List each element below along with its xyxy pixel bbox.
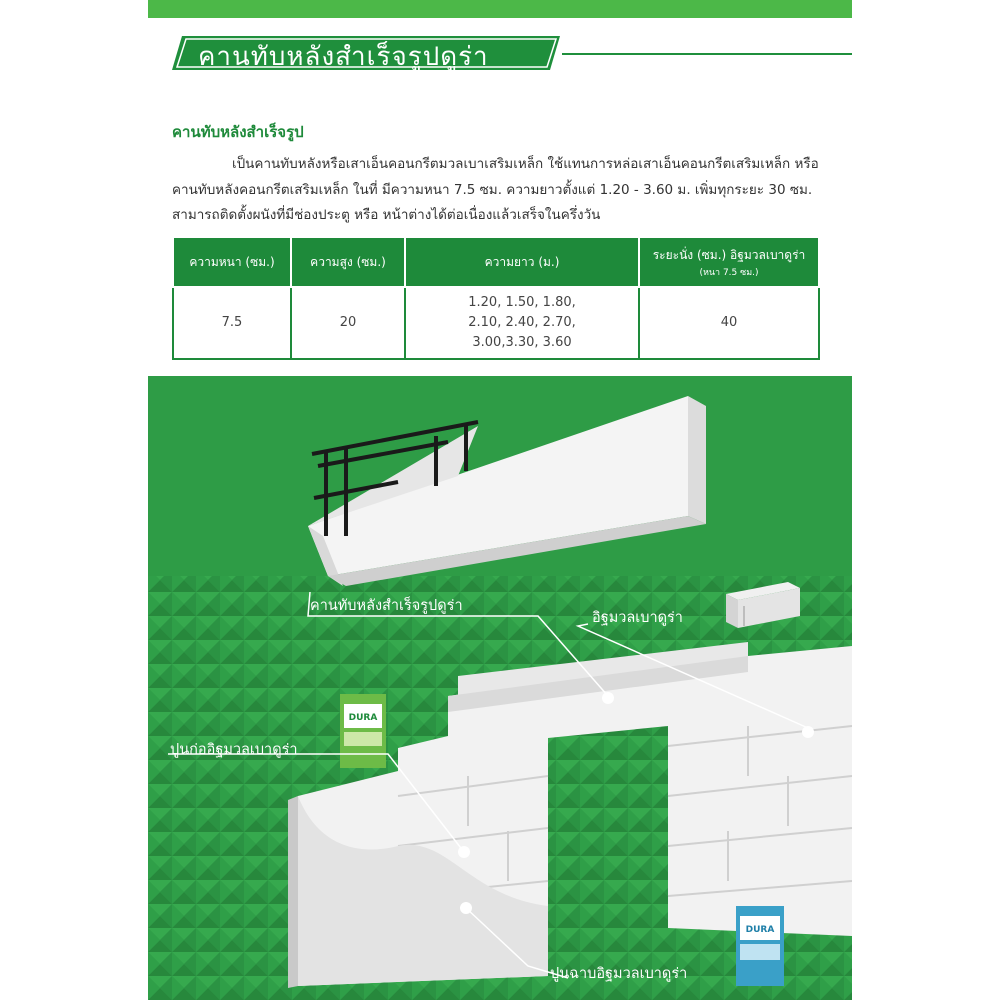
table-header-row	[173, 237, 819, 287]
top-bar	[148, 0, 852, 18]
cell-length-line-1: 1.20, 1.50, 1.80,	[468, 295, 576, 310]
header-bearing	[639, 237, 819, 287]
cell-length	[405, 287, 639, 359]
wall-illustration	[148, 376, 852, 1000]
bag-brand-text-1: DURA	[348, 713, 378, 723]
mortar-bag	[340, 694, 386, 768]
plaster-bag	[736, 906, 784, 986]
lintel-illustration	[308, 396, 706, 586]
section-heading: คานทับหลังสำเร็จรูป	[172, 123, 304, 141]
header-bearing-note: (หนา 7.5 ซม.)	[699, 267, 759, 278]
description-line-3: สามารถติดตั้งผนังที่มีช่องประตู หรือ หน้าต่างได้ต่อเนื่องแล้วเสร็จในครึ่งวัน	[172, 207, 601, 223]
description-line-1: เป็นคานทับหลังหรือเสาเอ็นคอนกรีตมวลเบาเสริมเหล็ก ใช้แทนการหล่อเสาเอ็นคอนกรีตเสริมเหล็ก หรือ	[232, 156, 819, 172]
spec-table	[172, 236, 820, 360]
label-plaster: ปูนฉาบอิฐมวลเบาดูร่า	[550, 966, 688, 982]
title-rule	[562, 53, 852, 55]
page	[148, 0, 852, 1000]
cell-length-line-2: 2.10, 2.40, 2.70,	[468, 315, 576, 330]
cell-height: 20	[291, 287, 405, 359]
header-height: ความสูง (ซม.)	[291, 237, 405, 287]
label-mortar: ปูนก่ออิฐมวลเบาดูร่า	[170, 742, 298, 758]
cell-thickness: 7.5	[173, 287, 291, 359]
description-line-2: คานทับหลังคอนกรีตเสริมเหล็ก ในที่ มีความหนา 7.5 ซม. ความยาวตั้งแต่ 1.20 - 3.60 ม. เพิ่มทุกระยะ 30 ซม.	[172, 182, 813, 198]
table-row	[173, 287, 819, 359]
header-length: ความยาว (ม.)	[405, 237, 639, 287]
bag-brand-text-2: DURA	[745, 925, 775, 935]
label-lintel: คานทับหลังสำเร็จรูปดูร่า	[310, 598, 463, 614]
cell-bearing: 40	[639, 287, 819, 359]
page-title: คานทับหลังสำเร็จรูปดูร่า	[198, 42, 489, 72]
cell-length-line-3: 3.00,3.30, 3.60	[472, 335, 572, 350]
header-thickness: ความหนา (ซม.)	[173, 237, 291, 287]
illustration-panel	[148, 376, 852, 1000]
title-banner	[170, 34, 562, 72]
header-bearing-label: ระยะนั่ง (ซม.) อิฐมวลเบาดูร่า	[652, 247, 806, 262]
label-block: อิฐมวลเบาดูร่า	[592, 610, 683, 626]
